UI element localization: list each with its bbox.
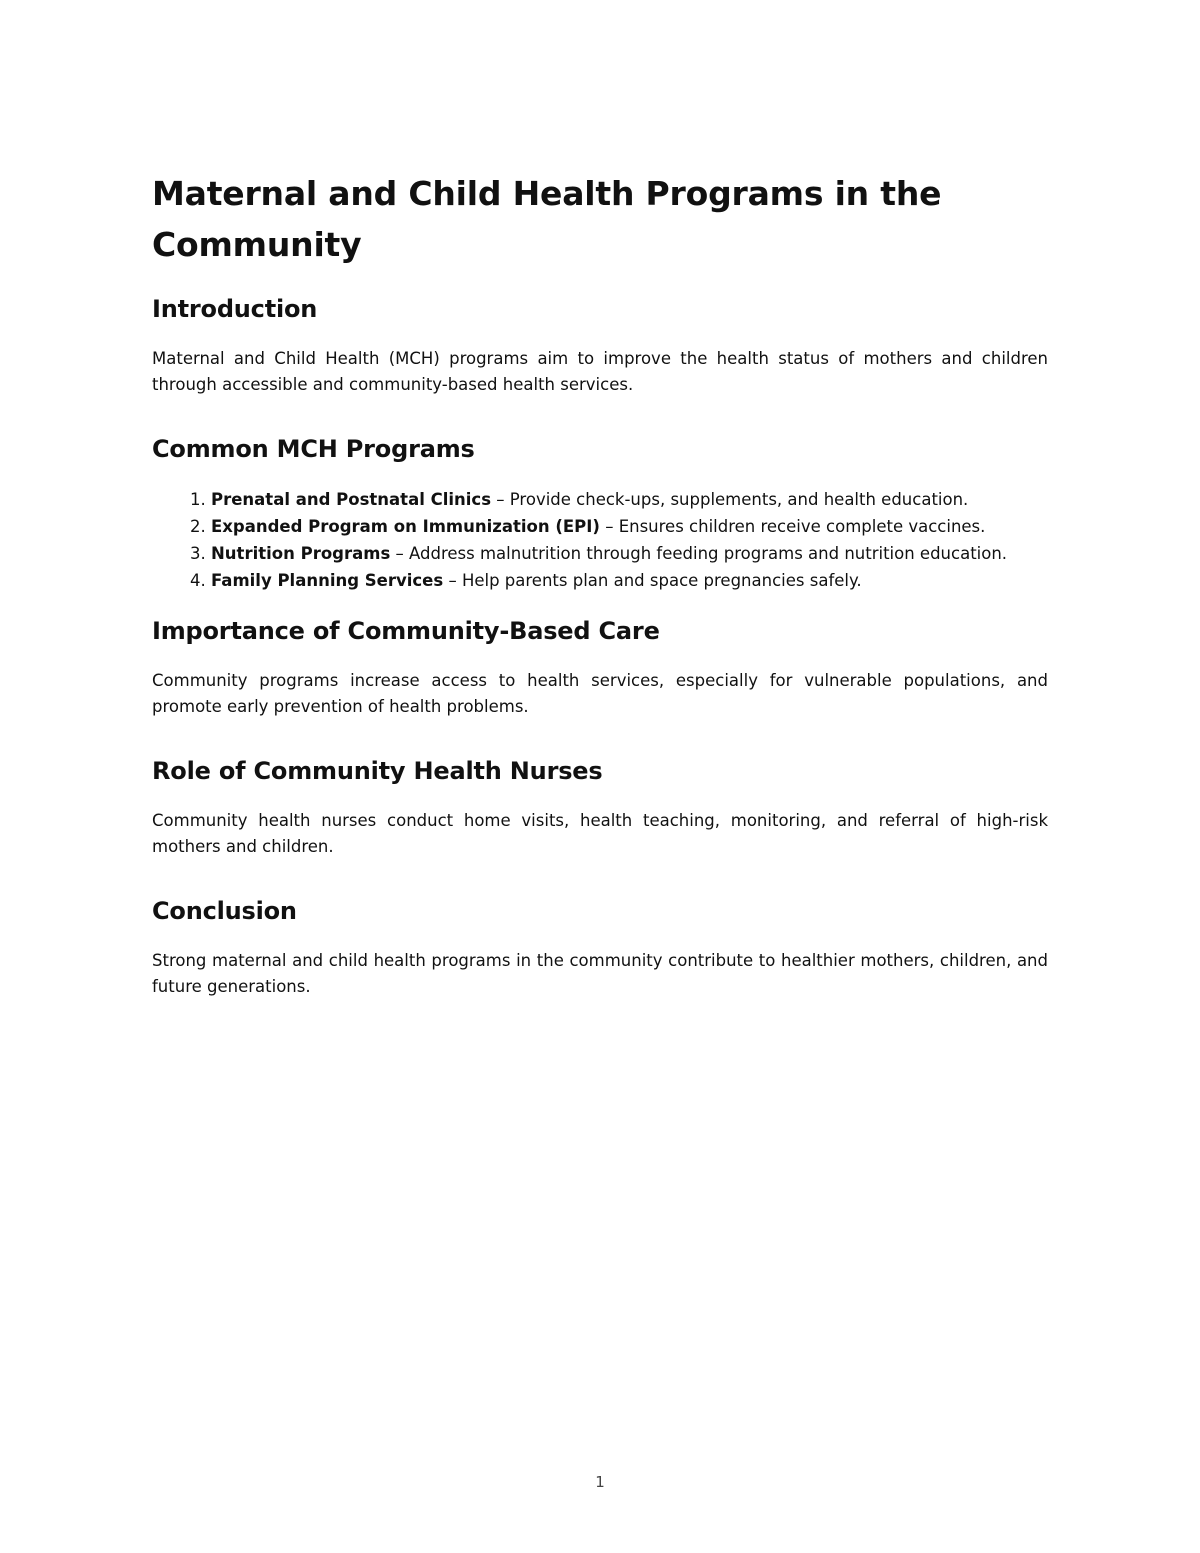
document-title: Maternal and Child Health Programs in the Community (152, 174, 942, 264)
role-text: Community health nurses conduct home visits, health teaching, monitoring, and referral of high-risk mothers and children. (152, 811, 1048, 856)
document-page (152, 168, 1048, 1034)
introduction-section (152, 292, 1048, 398)
introduction-text: Maternal and Child Health (MCH) programs aim to improve the health status of mothers and children through accessible and community-based health services. (152, 349, 1048, 394)
role-heading: Role of Community Health Nurses (152, 757, 603, 785)
program-term: Family Planning Services (211, 571, 444, 590)
importance-heading: Importance of Community-Based Care (152, 617, 660, 645)
importance-section (152, 614, 1048, 720)
program-description: – Help parents plan and space pregnancies safely. (443, 571, 862, 590)
list-item (211, 540, 1048, 567)
conclusion-section (152, 894, 1048, 1000)
program-term: Prenatal and Postnatal Clinics (211, 490, 492, 509)
programs-section (152, 432, 1048, 594)
page-number: 1 (595, 1473, 605, 1491)
list-item (211, 513, 1048, 540)
programs-heading: Common MCH Programs (152, 435, 475, 463)
conclusion-heading: Conclusion (152, 897, 297, 925)
importance-text: Community programs increase access to health services, especially for vulnerable populations, and promote early prevention of health problems. (152, 671, 1048, 716)
role-section (152, 754, 1048, 860)
program-description: – Ensures children receive complete vaccines. (599, 517, 986, 536)
program-description: – Provide check-ups, supplements, and health education. (491, 490, 969, 509)
program-description: – Address malnutrition through feeding programs and nutrition education. (390, 544, 1008, 563)
introduction-heading: Introduction (152, 295, 318, 323)
programs-list (152, 486, 1048, 594)
list-item (211, 567, 1048, 594)
list-item (211, 486, 1048, 513)
conclusion-text: Strong maternal and child health programs in the community contribute to healthier mothers, children, and future generations. (152, 951, 1048, 996)
program-term: Nutrition Programs (211, 544, 391, 563)
program-term: Expanded Program on Immunization (EPI) (211, 517, 600, 536)
